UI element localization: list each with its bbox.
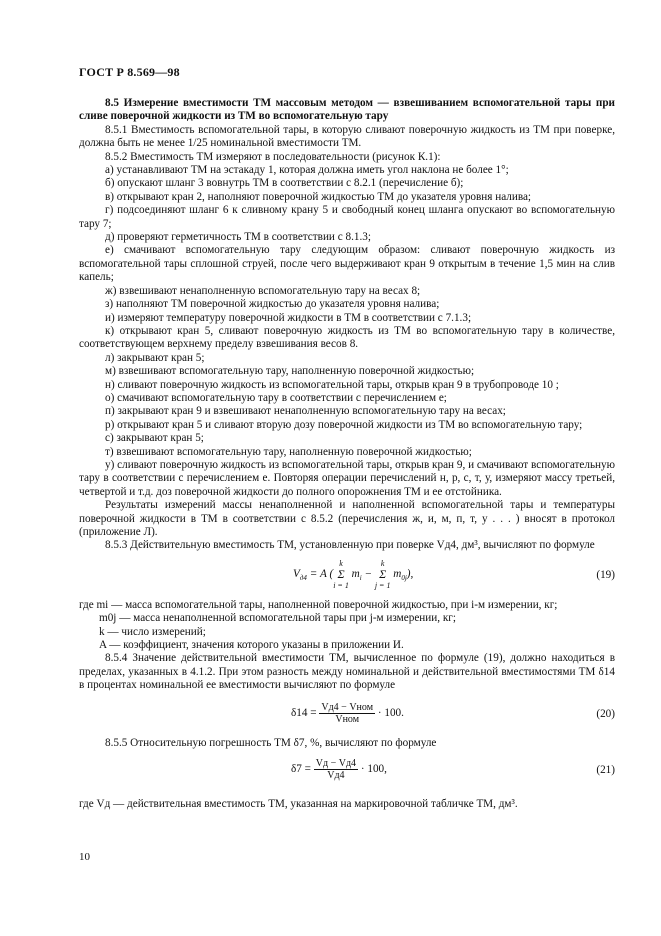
sum-i: k Σ i = 1 [333,558,349,590]
formula-20-rhs: · 100. [377,706,404,719]
formula-21-fraction: $\frac{Vд - Vд4}{Vд4}$ [315,758,357,782]
where-item: где mi — масса вспомогательной тары, наполненной поверочной жидкостью, при i-м измерении, кг; [79,598,558,611]
document-body [79,97,615,811]
where-item: m0j — масса ненаполненной вспомогательной тары при j-м измерении, кг; [99,612,456,625]
paragraph-855: 8.5.5 Относительную погрешность ТМ δ7, %, вычисляют по формуле [105,736,437,749]
formula-21-lhs: δ7 = [291,763,311,776]
paragraph: е) смачивают вспомогательную тару следующим образом: сливают поверочную жидкость из вспомогательной тары сплошной струей, после чего выдерживают кран 9 открытым в течение 1,5 мин на слив капель; [79,244,615,284]
formula-21-rhs: · 100, [360,763,387,776]
paragraph: н) сливают поверочную жидкость из вспомогательной тары, открыв кран 9 в трубопроводе 10 ; [105,378,559,391]
formula-19-number: (19) [596,568,615,581]
paragraph: 8.5.1 Вместимость вспомогательной тары, в которую сливают поверочную жидкость из ТМ при поверке, должна быть не менее 1/25 номинальной вместимости ТМ. [79,123,615,150]
paragraph: т) взвешивают вспомогательную тару, наполненную поверочной жидкостью; [105,445,472,458]
paragraph-list [79,124,615,553]
formula-19-lhs: $V_{д4} = A$ ( [293,567,334,583]
page-number: 10 [79,851,90,863]
document-header: ГОСТ Р 8.569—98 [79,65,180,79]
where-21: где Vд — действительная вместимость ТМ, указанная на маркировочной табличке ТМ, дм³. [79,798,518,811]
paragraph: ж) взвешивают ненаполненную вспомогательную тару на весах 8; [105,284,421,297]
sum-j: k Σ j = 1 [374,558,391,590]
formula-20-lhs: δ14 = [291,706,317,719]
paragraph: 8.5.3 Действительную вместимость ТМ, установленную при поверке Vд4, дм³, вычисляют по формуле [105,539,595,552]
paragraph: б) опускают шланг 3 вовнутрь ТМ в соответствии с 8.2.1 (перечисление б); [105,177,464,190]
where-item: A — коэффициент, значения которого указаны в приложении И. [99,639,404,652]
paragraph: м) взвешивают вспомогательную тару, наполненную поверочной жидкостью; [105,365,475,378]
paragraph: д) проверяют герметичность ТМ в соответствии с 8.1.3; [105,231,371,244]
paragraph: и) измеряют температуру поверочной жидкости в ТМ в соответствии с 7.1.3; [105,311,472,324]
paragraph-854: 8.5.4 Значение действительной вместимости ТМ, вычисленное по формуле (19), должно находиться в пределах, указанных в 4.1.2. При этом разность между номинальной и действительной вместимостями ТМ δ14 в процентах номинальной ее вместимости вычисляют по формуле [79,652,615,692]
where-list-19 [79,599,615,653]
formula-20-number: (20) [596,707,615,720]
formula-20-fraction: $\frac{\text{Vд4 − Vном}}{\text{Vном}}$ [321,701,374,725]
paragraph: в) открывают кран 2, наполняют поверочной жидкостью ТМ до указателя уровня налива; [105,190,532,203]
formula-21 [79,754,615,794]
where-item: k — число измерений; [99,625,206,638]
paragraph: с) закрывают кран 5; [105,432,204,445]
section-title: 8.5 Измерение вместимости ТМ массовым методом — взвешиванием вспомогательной тары при сливе поверочной жидкости из ТМ во вспомогательную тару [79,97,615,123]
paragraph: к) открывают кран 5, сливают поверочную жидкость из ТМ во вспомогательную тару в количестве, соответствующем верхнему пределу взвешивания весов 8. [79,324,615,351]
paragraph: з) наполняют ТМ поверочной жидкостью до указателя уровня налива; [105,298,440,311]
paragraph: р) открывают кран 5 и сливают вторую дозу поверочной жидкости из ТМ во вспомогательную тару; [105,418,583,431]
paragraph: п) закрывают кран 9 и взвешивают ненаполненную вспомогательную тару на весах; [105,405,506,418]
paragraph: 8.5.2 Вместимость ТМ измеряют в последовательности (рисунок К.1): [105,150,441,163]
paragraph: о) смачивают вспомогательную тару в соответствии с перечислением е; [105,391,447,404]
paragraph: л) закрывают кран 5; [105,351,205,364]
formula-20 [79,699,615,733]
paragraph: Результаты измерений массы ненаполненной и наполненной вспомогательной тары и температуры поверочной жидкости в ТМ в соответствии с 8.5.2 (перечисления ж, и, м, п, т, у . . . ) вносят в протокол (приложение Л). [79,499,615,538]
formula-21-number: (21) [596,764,615,777]
paragraph: а) устанавливают ТМ на эстакаду 1, которая должна иметь угол наклона не более 1°; [105,164,509,177]
formula-19: $V_{д4} = A$ ( k Σ i = 1 $m_i$ − k Σ j = 1 $m_{0j}$), (19) [293,558,615,590]
paragraph: у) сливают поверочную жидкость из вспомогательной тары, открыв кран 9, и смачивают вспомогательную тару в соответствии с перечислением е. Повторяя операции перечислений н, р, с, т, у, измеряют массу третьей, четвертой и т.д. доз поверочной жидкости до полного опорожнения ТМ и ее отстойника. [79,458,615,498]
paragraph: г) подсоединяют шланг 6 к сливному крану 5 и свободный конец шланга опускают во вспомогательную тару 7; [79,204,615,230]
